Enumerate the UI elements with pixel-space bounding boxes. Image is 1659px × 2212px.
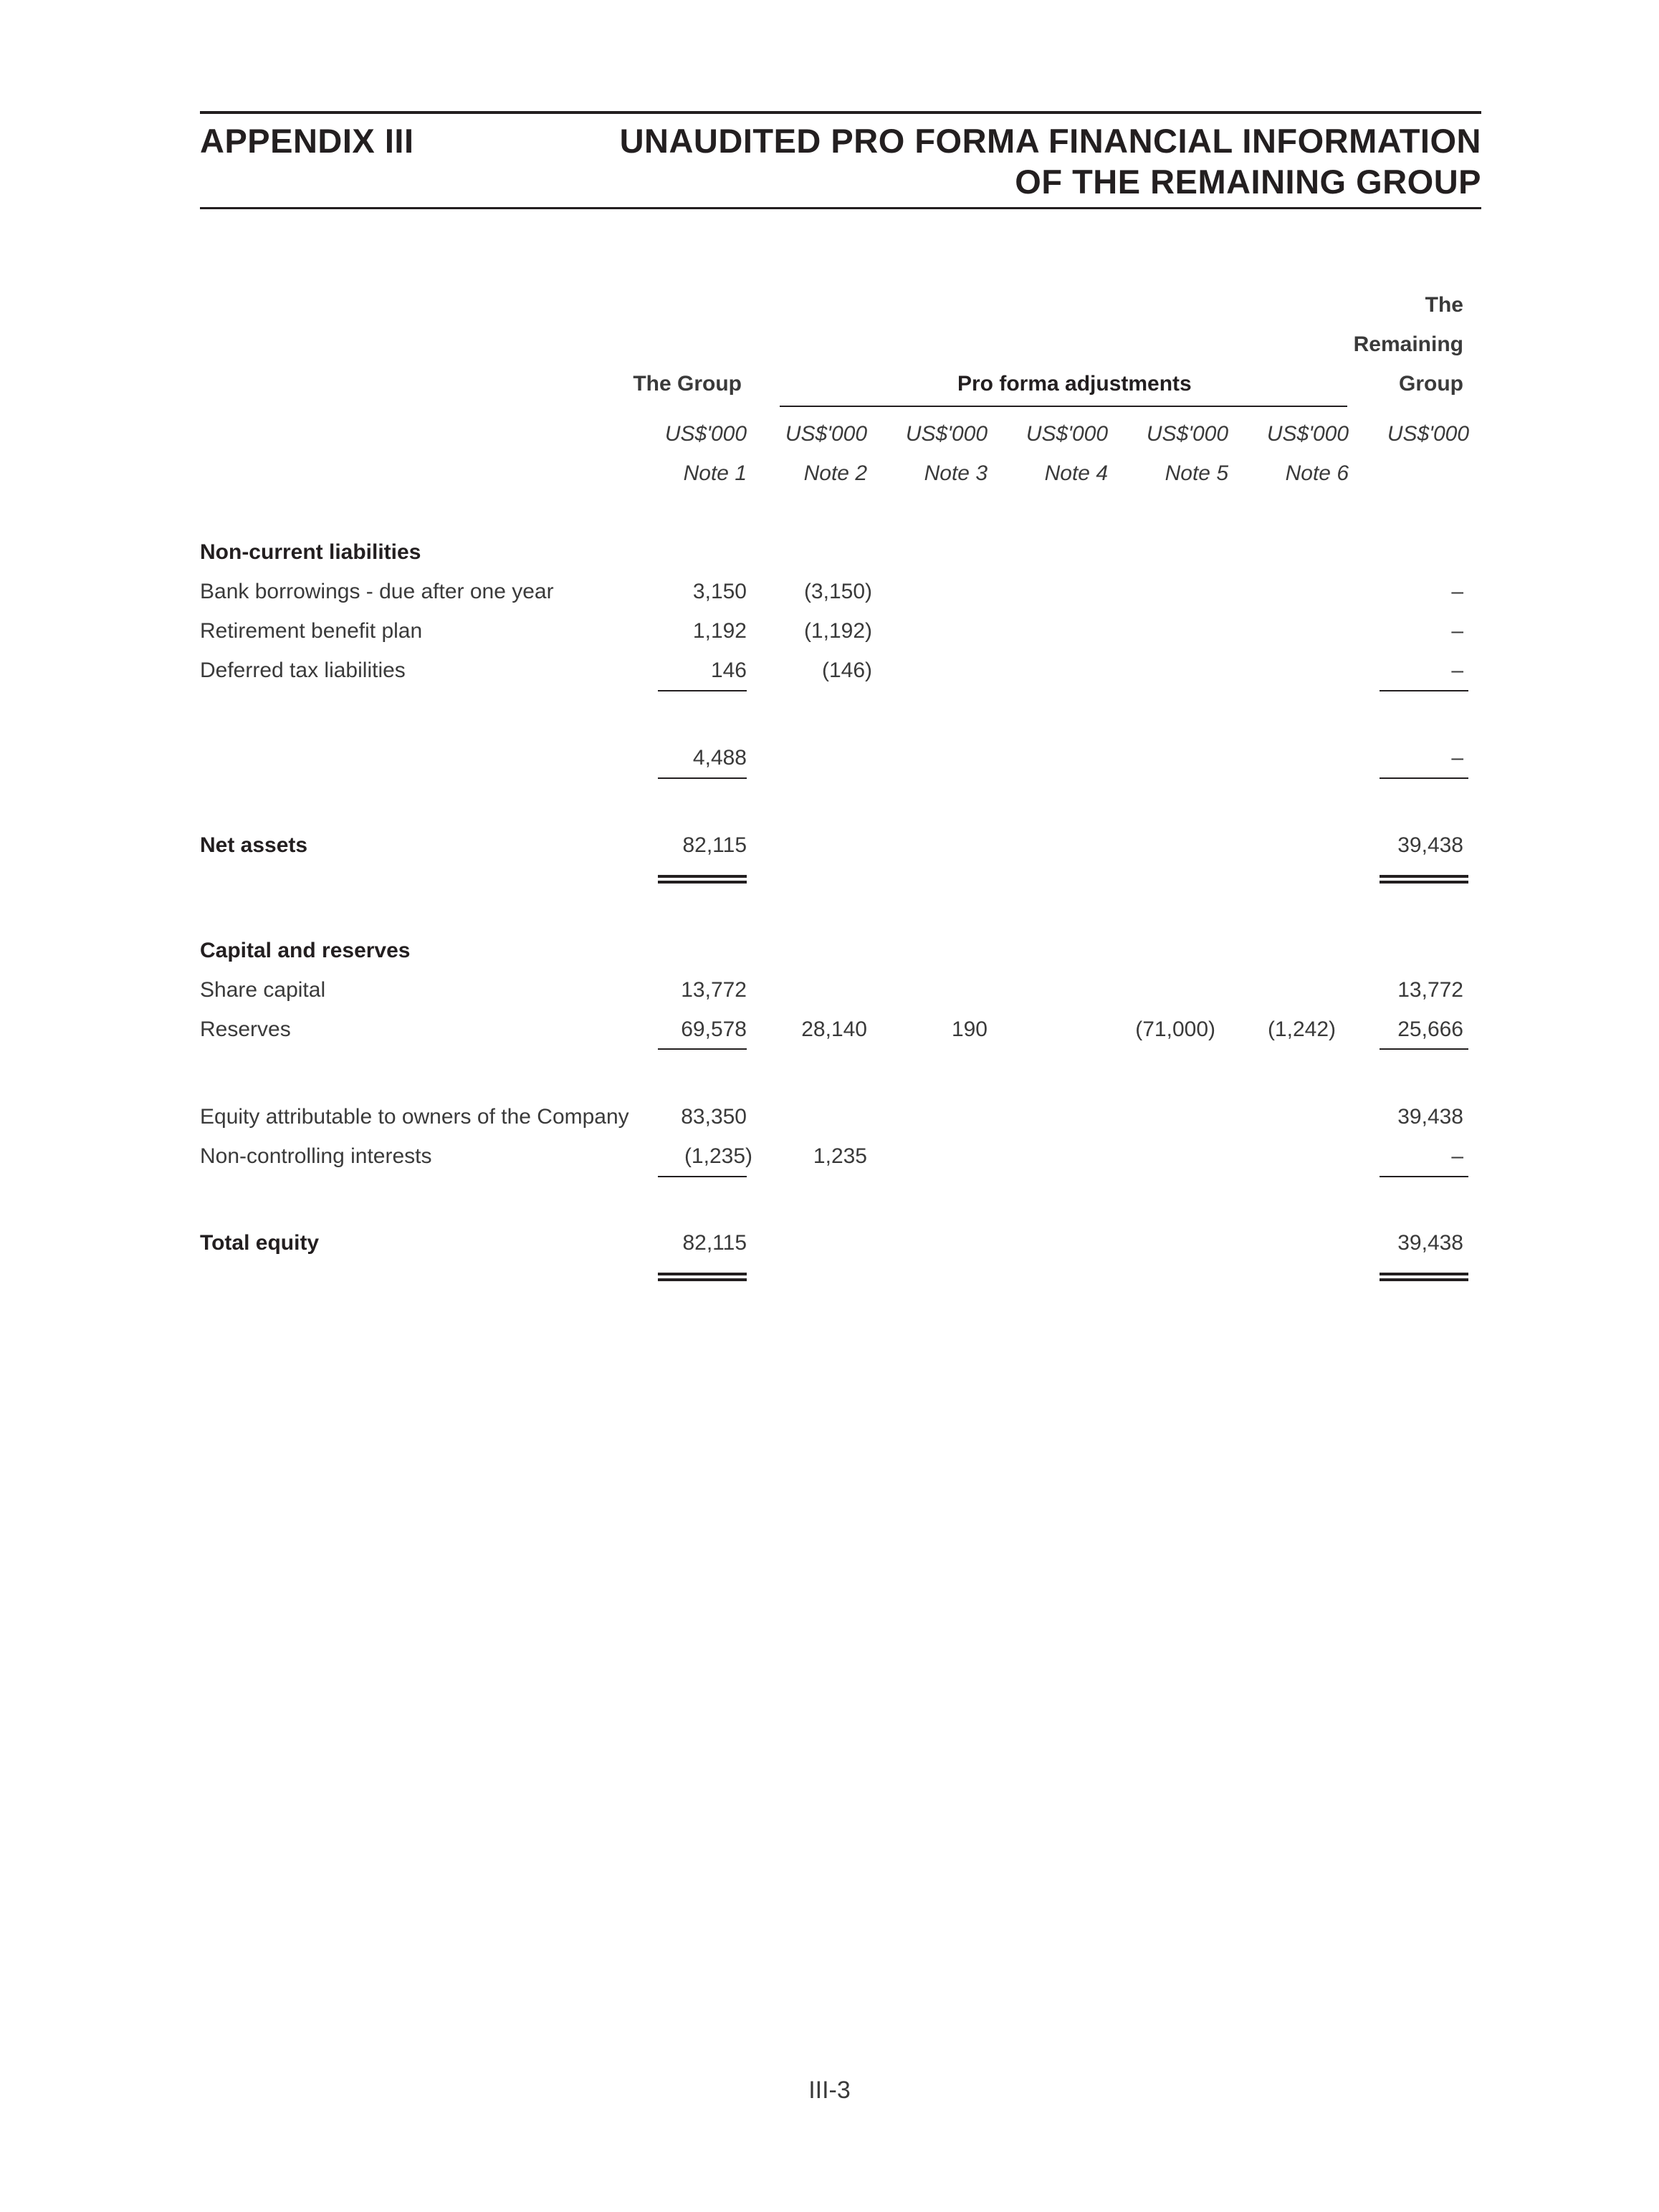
cell-deferred-tax-group: 146 xyxy=(710,659,747,682)
note-6: Note 6 xyxy=(1285,461,1349,485)
cell-bank-borrowings-group: 3,150 xyxy=(692,580,747,603)
cell-deferred-tax-note2: (146) xyxy=(821,659,872,682)
note-5: Note 5 xyxy=(1165,461,1228,485)
row-label-non-controlling-interests: Non-controlling interests xyxy=(200,1144,432,1168)
subtotal-rule-group xyxy=(658,690,747,691)
cell-reserves-note3: 190 xyxy=(951,1018,988,1041)
section-heading-non-current-liabilities: Non-current liabilities xyxy=(200,540,421,564)
header-bottom-rule xyxy=(200,207,1481,209)
row-label-reserves: Reserves xyxy=(200,1018,291,1041)
subtotal-rule-nci-group xyxy=(658,1176,747,1177)
cell-reserves-remaining: 25,666 xyxy=(1397,1018,1463,1041)
cell-share-capital-remaining: 13,772 xyxy=(1397,978,1463,1002)
column-header-remaining-3: Group xyxy=(1399,372,1463,396)
cell-nci-note2: 1,235 xyxy=(813,1144,867,1168)
cell-reserves-group: 69,578 xyxy=(681,1018,747,1041)
cell-nci-remaining: – xyxy=(1451,1144,1463,1168)
double-rule-total-equity-remaining xyxy=(1380,1273,1468,1281)
subtotal-rule-remaining xyxy=(1380,690,1468,691)
cell-equity-owners-group: 83,350 xyxy=(681,1105,747,1129)
double-rule-total-equity-group xyxy=(658,1273,747,1281)
double-rule-net-assets-group xyxy=(658,875,747,884)
column-header-remaining-1: The xyxy=(1425,293,1463,317)
row-label-deferred-tax: Deferred tax liabilities xyxy=(200,659,406,682)
note-2: Note 2 xyxy=(803,461,867,485)
page-title-line-1: UNAUDITED PRO FORMA FINANCIAL INFORMATION xyxy=(619,122,1481,160)
cell-share-capital-group: 13,772 xyxy=(681,978,747,1002)
cell-ncl-total-group: 4,488 xyxy=(692,746,747,770)
subtotal-rule-nci-remaining xyxy=(1380,1176,1468,1177)
cell-total-equity-group: 82,115 xyxy=(682,1231,747,1255)
cell-retirement-group: 1,192 xyxy=(692,619,747,643)
unit-note6: US$'000 xyxy=(1266,422,1349,446)
unit-group: US$'000 xyxy=(664,422,747,446)
header-top-rule xyxy=(200,111,1481,114)
cell-reserves-note5: (71,000) xyxy=(1135,1018,1215,1041)
subtotal-rule-reserves-remaining xyxy=(1380,1048,1468,1050)
cell-retirement-remaining: – xyxy=(1451,619,1463,643)
unit-note2: US$'000 xyxy=(785,422,867,446)
cell-total-equity-remaining: 39,438 xyxy=(1397,1231,1463,1255)
cell-retirement-note2: (1,192) xyxy=(803,619,872,643)
cell-equity-owners-remaining: 39,438 xyxy=(1397,1105,1463,1129)
row-label-share-capital: Share capital xyxy=(200,978,326,1002)
row-label-equity-owners: Equity attributable to owners of the Company xyxy=(200,1105,629,1129)
cell-deferred-tax-remaining: – xyxy=(1451,659,1463,682)
unit-remaining: US$'000 xyxy=(1387,422,1469,446)
note-1: Note 1 xyxy=(683,461,747,485)
cell-net-assets-remaining: 39,438 xyxy=(1397,833,1463,857)
column-header-group: The Group xyxy=(633,372,742,396)
cell-bank-borrowings-note2: (3,150) xyxy=(803,580,872,603)
adjustments-header-rule xyxy=(780,406,1347,407)
cell-reserves-note6: (1,242) xyxy=(1267,1018,1336,1041)
note-3: Note 3 xyxy=(924,461,988,485)
cell-ncl-total-remaining: – xyxy=(1451,746,1463,770)
cell-bank-borrowings-remaining: – xyxy=(1451,580,1463,603)
row-label-net-assets: Net assets xyxy=(200,833,308,857)
total-rule-remaining xyxy=(1380,777,1468,779)
row-label-total-equity: Total equity xyxy=(200,1231,320,1255)
row-label-retirement-benefit-plan: Retirement benefit plan xyxy=(200,619,423,643)
cell-nci-group: (1,235) xyxy=(684,1144,752,1168)
unit-note5: US$'000 xyxy=(1146,422,1228,446)
subtotal-rule-reserves-group xyxy=(658,1048,747,1050)
note-4: Note 4 xyxy=(1044,461,1108,485)
double-rule-net-assets-remaining xyxy=(1380,875,1468,884)
page-title-line-2: OF THE REMAINING GROUP xyxy=(1015,163,1481,201)
page-number: III-3 xyxy=(808,2077,851,2104)
unit-note4: US$'000 xyxy=(1025,422,1108,446)
row-label-bank-borrowings: Bank borrowings - due after one year xyxy=(200,580,554,603)
column-header-adjustments: Pro forma adjustments xyxy=(957,372,1192,396)
total-rule-group xyxy=(658,777,747,779)
cell-net-assets-group: 82,115 xyxy=(682,833,747,857)
cell-reserves-note2: 28,140 xyxy=(801,1018,867,1041)
column-header-remaining-2: Remaining xyxy=(1353,332,1463,356)
appendix-label: APPENDIX III xyxy=(200,122,414,160)
unit-note3: US$'000 xyxy=(905,422,988,446)
section-heading-capital-and-reserves: Capital and reserves xyxy=(200,939,411,962)
